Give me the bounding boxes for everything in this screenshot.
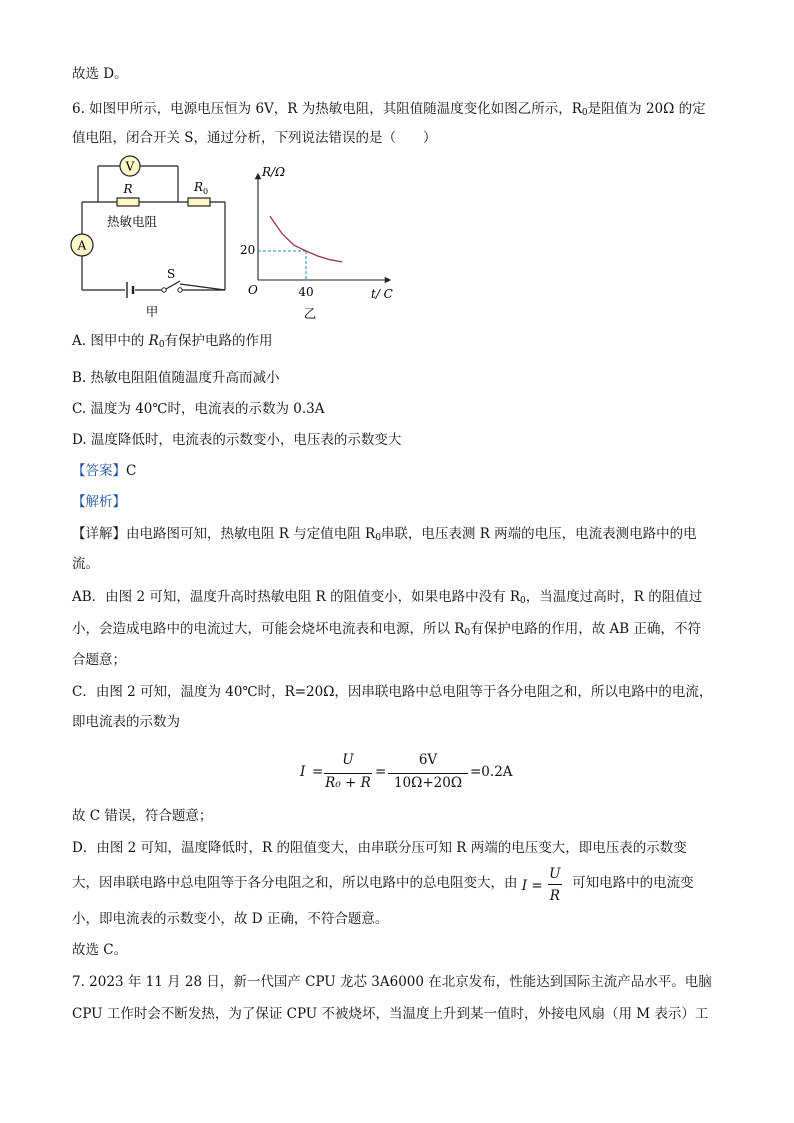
origin-label: O: [248, 283, 258, 297]
d-line-1: D．由图 2 可知，温度降低时，R 的阻值变大，由串联分压可知 R 两端的电压变大，即电压表的示数变: [72, 840, 687, 856]
graph-caption: 乙: [303, 306, 317, 321]
y-axis-label: R/Ω: [262, 165, 286, 179]
y-tick-label: 20: [240, 243, 256, 257]
text-line: 故选 D。: [72, 66, 128, 82]
question-7-line-1: 7. 2023 年 11 月 28 日，新一代国产 CPU 龙芯 3A6000 在北京发布，性能达到国际主流产品水平。电脑: [72, 974, 712, 990]
svg-text:V: V: [125, 159, 135, 174]
resistance-curve: [270, 216, 342, 262]
circuit-diagram: [70, 150, 240, 320]
switch-label: S: [167, 267, 176, 281]
question-6-stem: 6. 如图甲所示，电源电压恒为 6V，R 为热敏电阻，其阻值随温度变化如图乙所示，$R_0$是阻值为 20Ω 的定: [72, 101, 706, 118]
voltmeter-icon: [120, 156, 140, 176]
thermistor-resistor: [117, 198, 139, 206]
option-b: B. 热敏电阻阻值随温度升高而减小: [72, 370, 280, 386]
text-line: 故选 C。: [72, 942, 128, 958]
resistor-r0-label: $R_0$: [194, 180, 209, 196]
question-6-stem-cont: 值电阻，闭合开关 S，通过分析，下列说法错误的是（ ）: [72, 130, 437, 146]
answer-line: 【答案】C: [72, 463, 137, 479]
ab-line-1: AB．由图 2 可知，温度升高时热敏电阻 R 的阻值变小，如果电路中没有 $R_0$，当温度过高时，R 的阻值过: [72, 589, 703, 606]
d-line-3: 小，即电流表的示数变小，故 D 正确，不符合题意。: [72, 911, 389, 927]
ab-line-2: 小，会造成电路中的电流过大，可能会烧坏电流表和电源，所以 $R_0$有保护电路的作用，故 AB 正确，不符: [72, 621, 701, 638]
c-line-2: 即电流表的示数为: [72, 714, 180, 730]
x-tick-label: 40: [298, 285, 314, 299]
fixed-resistor: [188, 198, 210, 206]
ammeter-icon: [71, 234, 93, 256]
x-axis-label: t/ C: [371, 287, 393, 301]
resistance-temperature-graph: [238, 158, 398, 323]
answer-tag: 【答案】: [72, 463, 126, 479]
question-7-line-2: CPU 工作时会不断发热，为了保证 CPU 不被烧坏，当温度上升到某一值时，外接电风扇（用 M 表示）工: [72, 1006, 709, 1022]
c-line-3: 故 C 错误，符合题意；: [72, 808, 213, 824]
current-formula: I = U R₀ + R = 6V 10Ω+20Ω =0.2A: [300, 752, 513, 791]
inline-formula: I = U R: [521, 865, 561, 904]
battery-icon: [127, 282, 133, 298]
analysis-tag: 【解析】: [72, 494, 126, 510]
resistor-r-label: R: [123, 182, 133, 196]
option-c: C. 温度为 40℃时，电流表的示数为 0.3A: [72, 401, 325, 417]
c-line-1: C．由图 2 可知，温度为 40℃时，R=20Ω，因串联电路中总电阻等于各分电阻之和，所以电路中的电流，: [72, 684, 713, 700]
detail-line-1: 【详解】由电路图可知，热敏电阻 R 与定值电阻 $R_0$串联，电压表测 R 两端的电压，电流表测电路中的电: [72, 526, 697, 543]
option-d: D. 温度降低时，电流表的示数变小，电压表的示数变大: [72, 432, 402, 448]
thermistor-label: 热敏电阻: [106, 214, 158, 229]
switch-icon: [162, 281, 182, 292]
ab-line-3: 合题意；: [72, 652, 126, 668]
option-a: A. 图甲中的 $R_0$有保护电路的作用: [72, 333, 273, 350]
svg-text:A: A: [77, 238, 87, 253]
circuit-caption: 甲: [145, 304, 159, 319]
detail-line-2: 流。: [72, 556, 99, 572]
d-line-2: 大，因串联电路中总电阻等于各分电阻之和，所以电路中的总电阻变大，由 I = U R 可知电路中的电流变: [72, 865, 694, 904]
